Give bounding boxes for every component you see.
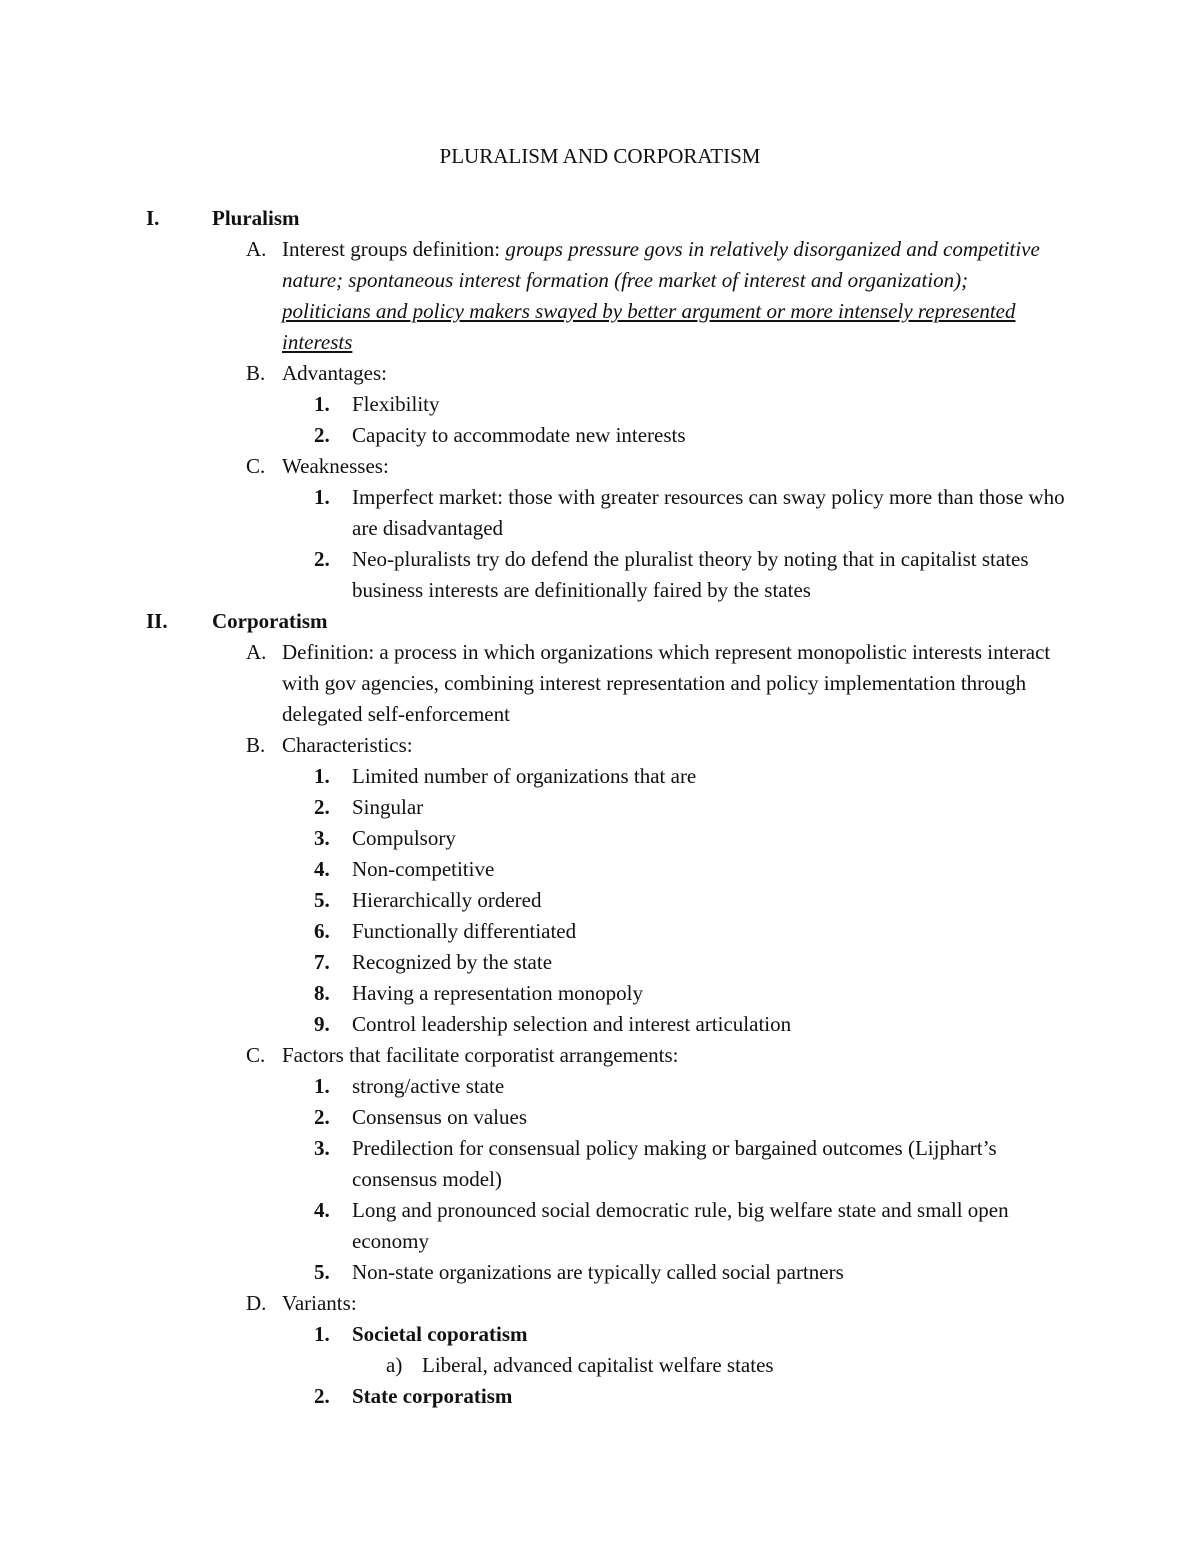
item-number: 2. <box>314 547 330 571</box>
item-letter: D. <box>246 1291 267 1315</box>
item-text: Neo-pluralists try do defend the pluralist theory by noting that in capitalist states business interests are definitionally faired by the states <box>352 547 1029 602</box>
list-item <box>0 389 1200 420</box>
list-item <box>0 1257 1200 1288</box>
item-text: Flexibility <box>352 392 440 416</box>
list-item <box>0 885 1200 916</box>
list-item <box>0 978 1200 1009</box>
sub-list-item <box>0 1350 1200 1381</box>
item-text: Imperfect market: those with greater resources can sway policy more than those who are disadvantaged <box>352 485 1065 540</box>
pluralism-weaknesses <box>0 451 1200 482</box>
pluralism-definition <box>0 234 1200 358</box>
item-letter: B. <box>246 733 266 757</box>
corporatism-factors <box>0 1040 1200 1071</box>
item-number: 1. <box>314 1074 330 1098</box>
item-text: Predilection for consensual policy making or bargained outcomes (Lijphart’s consensus model) <box>352 1136 997 1191</box>
item-text: Hierarchically ordered <box>352 888 542 912</box>
item-letter: A. <box>246 640 267 664</box>
item-number: 1. <box>314 485 330 509</box>
item-number: 1. <box>314 1322 330 1346</box>
definition-lead: Interest groups definition: <box>282 237 506 261</box>
item-text: Recognized by the state <box>352 950 553 974</box>
list-item <box>0 792 1200 823</box>
item-label: Definition: a process in which organizations which represent monopolistic interests interact with gov agencies, combining interest representation and policy implementation through delegated self-enforcement <box>282 640 1051 726</box>
item-text: Capacity to accommodate new interests <box>352 423 686 447</box>
list-item <box>0 947 1200 978</box>
section-numeral: II. <box>146 609 168 633</box>
item-text: Limited number of organizations that are <box>352 764 697 788</box>
list-item <box>0 1009 1200 1040</box>
item-number: 8. <box>314 981 330 1005</box>
document-title: PLURALISM AND CORPORATISM <box>439 144 761 168</box>
definition-underlined: politicians and policy makers swayed by better argument or more intensely represented interests <box>282 299 1016 354</box>
section-numeral: I. <box>146 206 160 230</box>
item-number: 2. <box>314 1105 330 1129</box>
item-label: Weaknesses: <box>282 454 389 478</box>
item-text: Non-competitive <box>352 857 495 881</box>
item-number: 2. <box>314 1384 330 1408</box>
list-item <box>0 482 1200 544</box>
item-text: Long and pronounced social democratic rule, big welfare state and small open economy <box>352 1198 1009 1253</box>
definition-italic: groups pressure govs in relatively disorganized and competitive nature; spontaneous interest formation (free market of interest and organization); <box>282 237 1040 292</box>
list-item <box>0 916 1200 947</box>
item-text: Having a representation monopoly <box>352 981 644 1005</box>
item-text: Non-state organizations are typically called social partners <box>352 1260 844 1284</box>
list-item <box>0 1381 1200 1412</box>
item-number: 7. <box>314 950 330 974</box>
list-item <box>0 1133 1200 1195</box>
item-number: 9. <box>314 1012 330 1036</box>
item-label: Characteristics: <box>282 733 413 757</box>
section-pluralism-heading <box>0 203 1200 234</box>
list-item <box>0 823 1200 854</box>
item-letter: B. <box>246 361 266 385</box>
list-item <box>0 544 1200 606</box>
item-text: Functionally differentiated <box>352 919 577 943</box>
item-text: Liberal, advanced capitalist welfare states <box>422 1353 774 1377</box>
item-number: 6. <box>314 919 330 943</box>
list-item <box>0 1319 1200 1350</box>
item-number: 5. <box>314 1260 330 1284</box>
item-label: Factors that facilitate corporatist arrangements: <box>282 1043 679 1067</box>
corporatism-characteristics <box>0 730 1200 761</box>
item-text: Consensus on values <box>352 1105 527 1129</box>
item-number: 3. <box>314 826 330 850</box>
item-letter: A. <box>246 237 267 261</box>
item-number: 1. <box>314 392 330 416</box>
item-number: 4. <box>314 1198 330 1222</box>
item-number: 4. <box>314 857 330 881</box>
list-item <box>0 420 1200 451</box>
outline <box>0 203 1200 1412</box>
item-text: Societal coporatism <box>352 1322 528 1346</box>
item-text: State corporatism <box>352 1384 513 1408</box>
item-label: Advantages: <box>282 361 387 385</box>
list-item <box>0 1102 1200 1133</box>
section-corporatism-heading <box>0 606 1200 637</box>
item-number: 2. <box>314 795 330 819</box>
item-number: 2. <box>314 423 330 447</box>
item-label: Variants: <box>282 1291 357 1315</box>
item-number: 5. <box>314 888 330 912</box>
pluralism-advantages <box>0 358 1200 389</box>
section-title: Pluralism <box>212 206 300 230</box>
item-text: strong/active state <box>352 1074 505 1098</box>
item-sub-letter: a) <box>386 1353 403 1377</box>
item-number: 1. <box>314 764 330 788</box>
definition-text <box>282 234 1062 358</box>
corporatism-variants <box>0 1288 1200 1319</box>
item-letter: C. <box>246 454 266 478</box>
item-text: Control leadership selection and interest articulation <box>352 1012 792 1036</box>
item-letter: C. <box>246 1043 266 1067</box>
list-item <box>0 1195 1200 1257</box>
corporatism-definition <box>0 637 1200 730</box>
list-item <box>0 761 1200 792</box>
item-number: 3. <box>314 1136 330 1160</box>
list-item <box>0 854 1200 885</box>
item-text: Singular <box>352 795 424 819</box>
item-text: Compulsory <box>352 826 456 850</box>
section-title: Corporatism <box>212 609 328 633</box>
list-item <box>0 1071 1200 1102</box>
